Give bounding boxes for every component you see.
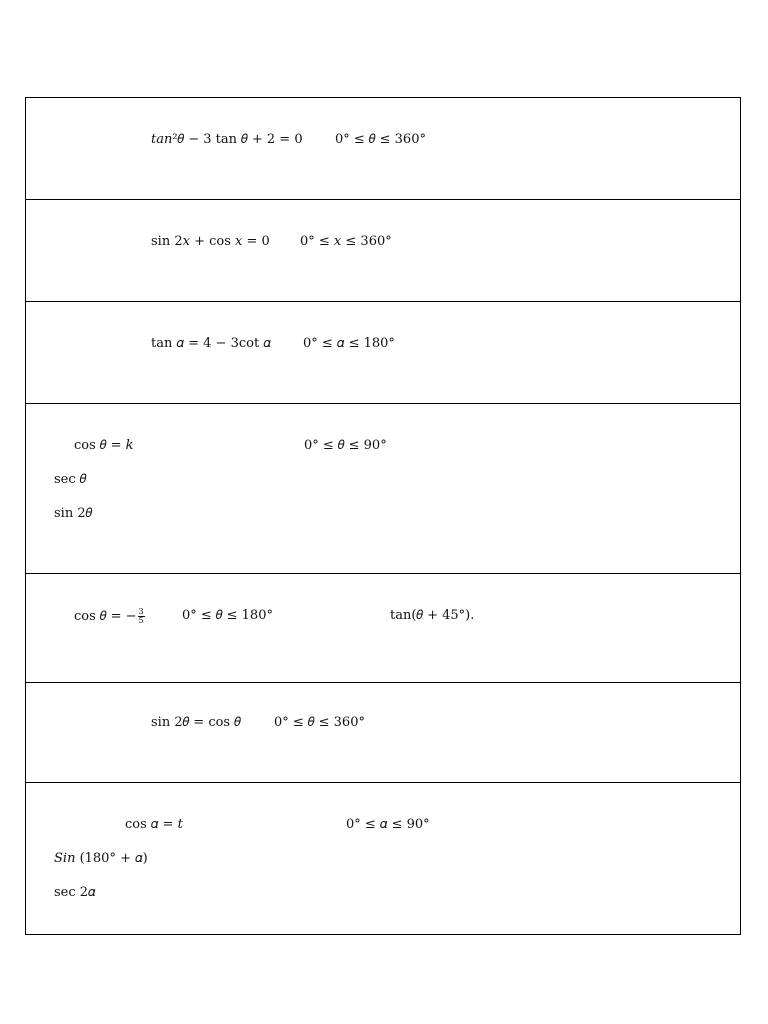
find-item-2: sec 2𝛼 [54, 885, 96, 900]
problem-row-5 [26, 574, 740, 683]
find-item-1: sec 𝜃 [54, 472, 87, 487]
given-equation [74, 608, 145, 625]
domain-range: 0° ≤ 𝛼 ≤ 180° [303, 336, 395, 351]
fraction-denominator: 5 [138, 616, 144, 625]
domain-range: 0° ≤ 𝜃 ≤ 360° [274, 715, 365, 730]
problem-row-2 [26, 200, 740, 302]
equation: sin 2𝜃 = cos 𝜃 [151, 715, 241, 730]
equation: sin 2𝑥 + cos 𝑥 = 0 [151, 234, 270, 249]
given-equation: cos 𝛼 = 𝑡 [125, 817, 183, 832]
domain-range: 0° ≤ 𝜃 ≤ 360° [335, 132, 426, 147]
find-item-2: sin 2𝜃 [54, 506, 93, 521]
target-expression: tan(𝜃 + 45°). [390, 608, 475, 623]
problem-row-4 [26, 404, 740, 574]
equation: 𝑡𝑎𝑛²𝜃 − 3 tan 𝜃 + 2 = 0 [151, 132, 303, 147]
problem-row-1 [26, 98, 740, 200]
fraction [138, 608, 145, 625]
problem-row-7 [26, 783, 740, 934]
find-item-1: 𝑆𝑖𝑛 (180° + 𝛼) [54, 851, 148, 866]
domain-range: 0° ≤ 𝜃 ≤ 180° [182, 608, 273, 623]
problem-row-3 [26, 302, 740, 404]
equation: tan 𝛼 = 4 − 3cot 𝛼 [151, 336, 271, 351]
given-prefix: cos 𝜃 = − [74, 609, 137, 624]
domain-range: 0° ≤ 𝛼 ≤ 90° [346, 817, 430, 832]
domain-range: 0° ≤ 𝜃 ≤ 90° [304, 438, 387, 453]
domain-range: 0° ≤ 𝑥 ≤ 360° [300, 234, 392, 249]
fraction-numerator: 3 [138, 607, 144, 616]
problem-table [25, 97, 741, 935]
problem-row-6 [26, 683, 740, 783]
given-equation: cos 𝜃 = 𝑘 [74, 438, 134, 453]
